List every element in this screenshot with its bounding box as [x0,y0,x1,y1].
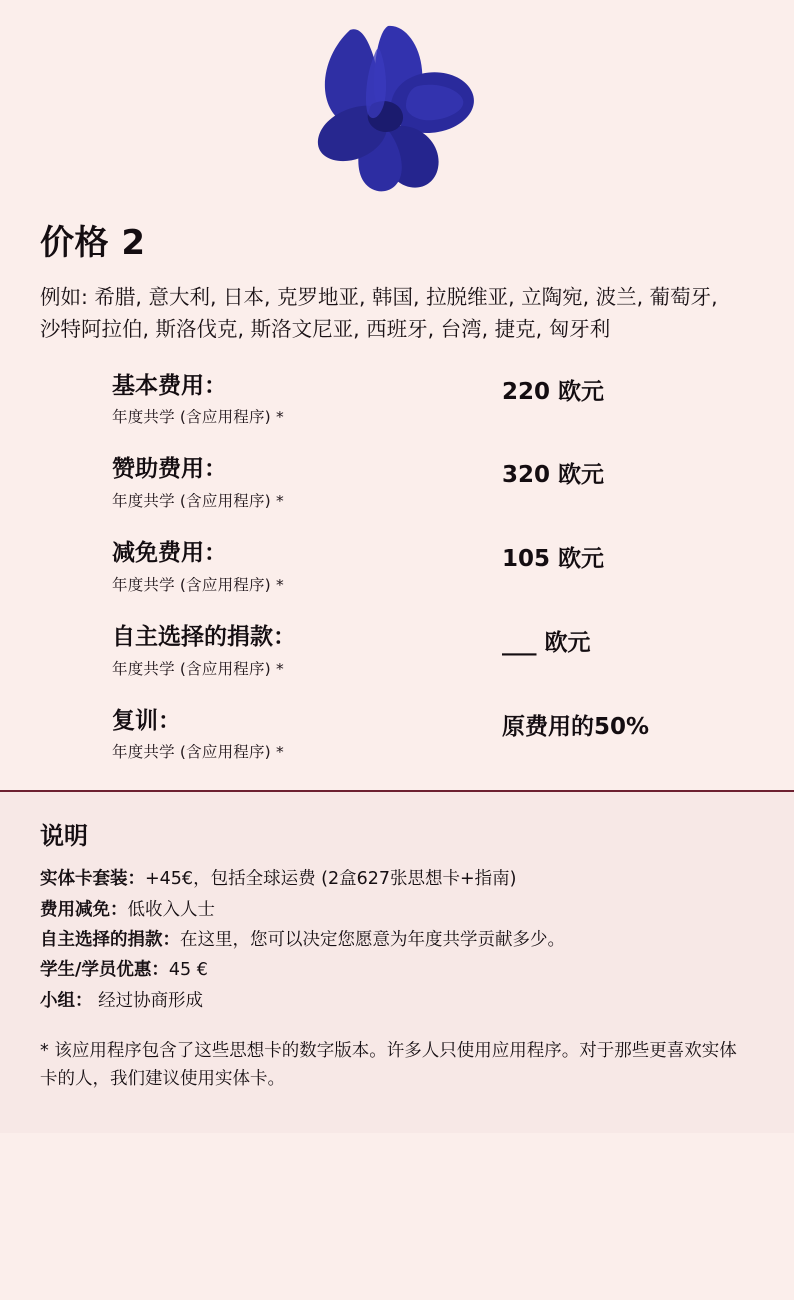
price-sublabel: 年度共学 (含应用程序) * [112,492,284,511]
footnote: * 该应用程序包含了这些思想卡的数字版本。许多人只使用应用程序。对于那些更喜欢实体卡的人，我们建议使用实体卡。 [40,1041,737,1089]
price-row [112,707,754,763]
note-term: 学生/学员优惠： [40,960,169,981]
note-text: 经过协商形成 [92,990,204,1011]
note-text: 45 € [168,960,208,981]
notes-title: 说明 [40,822,88,851]
note-text: +45€，包括全球运费 (2盒627张思想卡+指南) [145,869,517,890]
price-row [112,539,754,595]
price-row-left [112,455,502,511]
price-row-left [112,623,502,679]
price-label: 复训： [112,707,181,734]
blue-flower-illustration [292,22,497,197]
price-label: 基本费用： [112,372,227,399]
price-amount: 320 欧元 [502,462,605,489]
price-sublabel: 年度共学 (含应用程序) * [112,659,284,678]
price-amount: 原费用的50% [502,713,650,740]
price-row-left [112,707,502,763]
price-label: 自主选择的捐款： [112,623,296,650]
note-term: 小组： [40,990,93,1011]
price-amount: 220 欧元 [502,378,605,405]
hero-section [0,0,794,205]
note-term: 费用减免： [40,899,128,920]
price-rows [112,372,754,763]
note-item [40,956,754,984]
note-text: 在这里，您可以决定您愿意为年度共学贡献多少。 [180,929,565,950]
price-row [112,455,754,511]
note-item [40,926,754,954]
note-term: 实体卡套装： [40,869,145,890]
page-title: 价格 2 [40,223,146,263]
price-sublabel: 年度共学 (含应用程序) * [112,408,284,427]
note-term: 自主选择的捐款： [40,929,180,950]
note-item [40,987,754,1015]
notes-section [0,792,794,1132]
content-area [0,215,794,762]
price-sublabel: 年度共学 (含应用程序) * [112,575,284,594]
note-text: 低收入人士 [127,899,215,920]
note-item [40,896,754,924]
price-amount: 105 欧元 [502,546,605,573]
price-sublabel: 年度共学 (含应用程序) * [112,743,284,762]
price-label: 减免费用： [112,540,227,567]
price-label: 赞助费用： [112,456,227,483]
country-list: 例如: 希腊, 意大利, 日本, 克罗地亚, 韩国, 拉脱维亚, 立陶宛, 波兰, 葡萄牙, 沙特阿拉伯, 斯洛伐克, 斯洛文尼亚, 西班牙, 台湾, 捷克, 匈牙利 [40,285,718,341]
price-row-left [112,372,502,428]
price-row [112,623,754,679]
price-row-left [112,539,502,595]
note-item [40,865,754,893]
price-row [112,372,754,428]
price-amount: ___ 欧元 [502,629,591,656]
